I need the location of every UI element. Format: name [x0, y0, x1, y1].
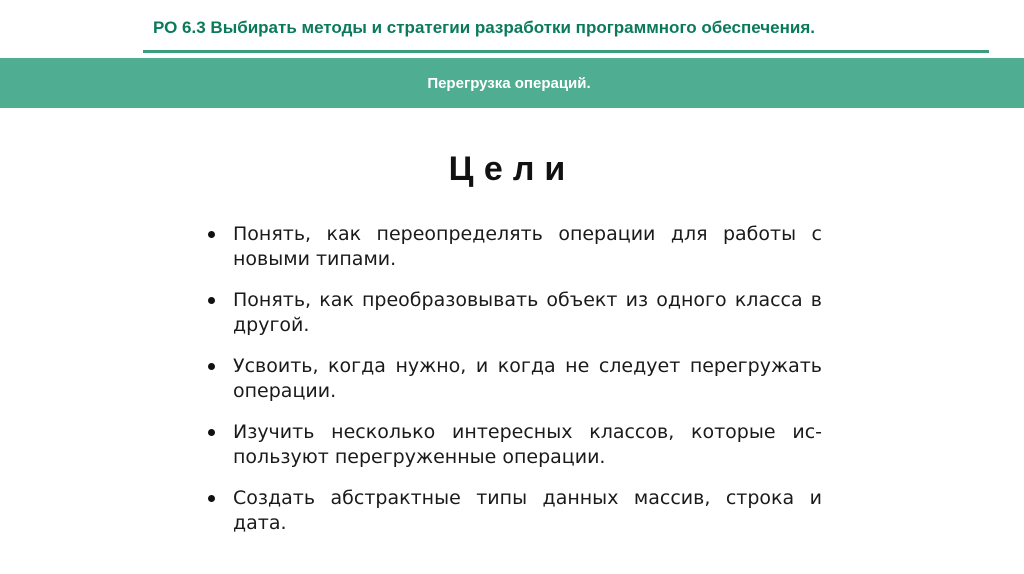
bullet-icon — [208, 363, 215, 370]
goal-text: Понять, как переопределять операции для работы с новыми типами. — [233, 223, 822, 270]
goal-item — [206, 222, 822, 272]
goals-list — [206, 222, 822, 552]
bullet-icon — [208, 429, 215, 436]
goal-item — [206, 486, 822, 536]
bullet-icon — [208, 297, 215, 304]
goal-text: Усвоить, когда нужно, и когда не следует перегружать операции. — [233, 355, 822, 402]
goal-text: Понять, как преобразовывать объект из одного класса в другой. — [233, 289, 822, 336]
goal-text: Создать абстрактные типы данных массив, строка и дата. — [233, 487, 822, 534]
title-divider — [143, 50, 989, 53]
goal-item — [206, 354, 822, 404]
slide-title: РО 6.3 Выбирать методы и стратегии разработки программного обеспечения. — [153, 18, 815, 37]
goal-text: Изучить несколько интересных классов, которые ис-пользуют перегруженные операции. — [233, 421, 822, 468]
topic-banner — [0, 58, 1024, 108]
goal-item — [206, 288, 822, 338]
goal-item — [206, 420, 822, 470]
bullet-icon — [208, 231, 215, 238]
topic-banner-text: Перегрузка операций. — [427, 74, 591, 92]
goals-heading: Цели — [448, 150, 576, 188]
bullet-icon — [208, 495, 215, 502]
